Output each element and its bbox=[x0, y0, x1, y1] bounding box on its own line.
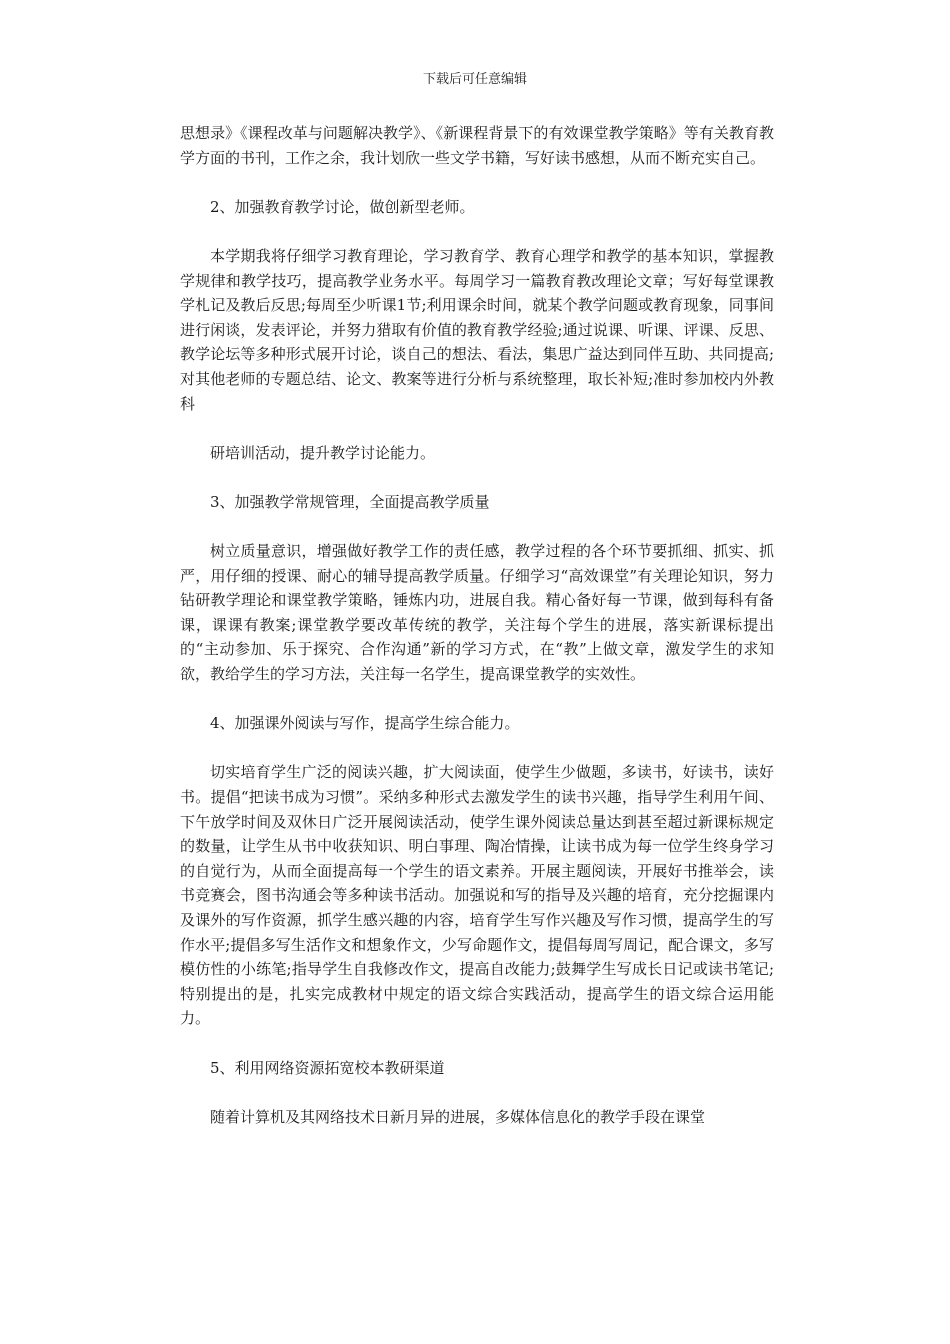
section-heading-2: 2、加强教育教学讨论，做创新型老师。 bbox=[210, 197, 475, 216]
section-heading-5: 5、利用网络资源拓宽校本教研渠道 bbox=[210, 1058, 445, 1077]
paragraph-teaching-research: 本学期我将仔细学习教育理论，学习教育学、教育心理学和教学的基本知识，掌握教学规律和教学技巧，提高教学业务水平。每周学习一篇教育教改理论文章；写好每堂课教学札记及教后反思;每周至少听课1节;利用课余时间，就某个教学问题或教育现象，同事间进行闲谈，发表评论，并努力猎取有价值的教育教学经验;通过说课、听课、评课、反思、教学论坛等多种形式展开讨论，谈自己的想法、看法，集思广益达到同伴互助、共同提高;对其他老师的专题总结、论文、教案等进行分析与系统整理，取长补短;准时参加校内外教科 bbox=[180, 246, 774, 413]
paragraph-continued: 思想录》《课程改革与问题解决教学》、《新课程背景下的有效课堂教学策略》等有关教育教学方面的书刊，工作之余，我计划欣一些文学书籍，写好读书感想，从而不断充实自己。 bbox=[180, 124, 774, 167]
paragraph-teaching-quality: 树立质量意识，增强做好教学工作的责任感，教学过程的各个环节要抓细、抓实、抓严，用仔细的授课、耐心的辅导提高教学质量。仔细学习“高效课堂”有关理论知识，努力钻研教学理论和课堂教学策略，锤炼内功，进展自我。精心备好每一节课，做到每科有备课，课课有教案;课堂教学要改革传统的教学，关注每个学生的进展，落实新课标提出的“主动参加、乐于探究、合作沟通”新的学习方式，在“教”上做文章，激发学生的求知欲，教给学生的学习方法，关注每一名学生，提高课堂教学的实效性。 bbox=[180, 542, 774, 684]
section-heading-3: 3、加强教学常规管理，全面提高教学质量 bbox=[210, 492, 490, 511]
section-heading-4: 4、加强课外阅读与写作，提高学生综合能力。 bbox=[210, 714, 520, 733]
paragraph-reading-writing: 切实培育学生广泛的阅读兴趣，扩大阅读面，使学生少做题，多读书，好读书，读好书。提倡“把读书成为习惯”。采纳多种形式去激发学生的读书兴趣，指导学生利用午间、下午放学时间及双休日广泛开展阅读活动，使学生课外阅读总量达到甚至超过新课标规定的数量，让学生从书中收获知识、明白事理、陶冶情操，让读书成为每一位学生终身学习的自觉行为，从而全面提高每一个学生的语文素养。开展主题阅读，开展好书推举会，读书竞赛会，图书沟通会等多种读书活动。加强说和写的指导及兴趣的培育，充分挖掘课内及课外的写作资源，抓学生感兴趣的内容，培育学生写作兴趣及写作习惯，提高学生的写作水平;提倡多写生活作文和想象作文，少写命题作文，提倡每周写周记，配合课文，多写模仿性的小练笔;指导学生自我修改作文，提高自改能力;鼓舞学生写成长日记或读书笔记;特别提出的是，扎实完成教材中规定的语文综合实践活动，提高学生的语文综合运用能力。 bbox=[180, 763, 774, 1028]
paragraph-teaching-research-end: 研培训活动，提升教学讨论能力。 bbox=[210, 443, 436, 462]
document-body bbox=[180, 121, 774, 1129]
page-header: 下载后可任意编辑 bbox=[422, 72, 527, 87]
paragraph-network-resources: 随着计算机及其网络技术日新月异的进展，多媒体信息化的教学手段在课堂 bbox=[210, 1107, 706, 1126]
